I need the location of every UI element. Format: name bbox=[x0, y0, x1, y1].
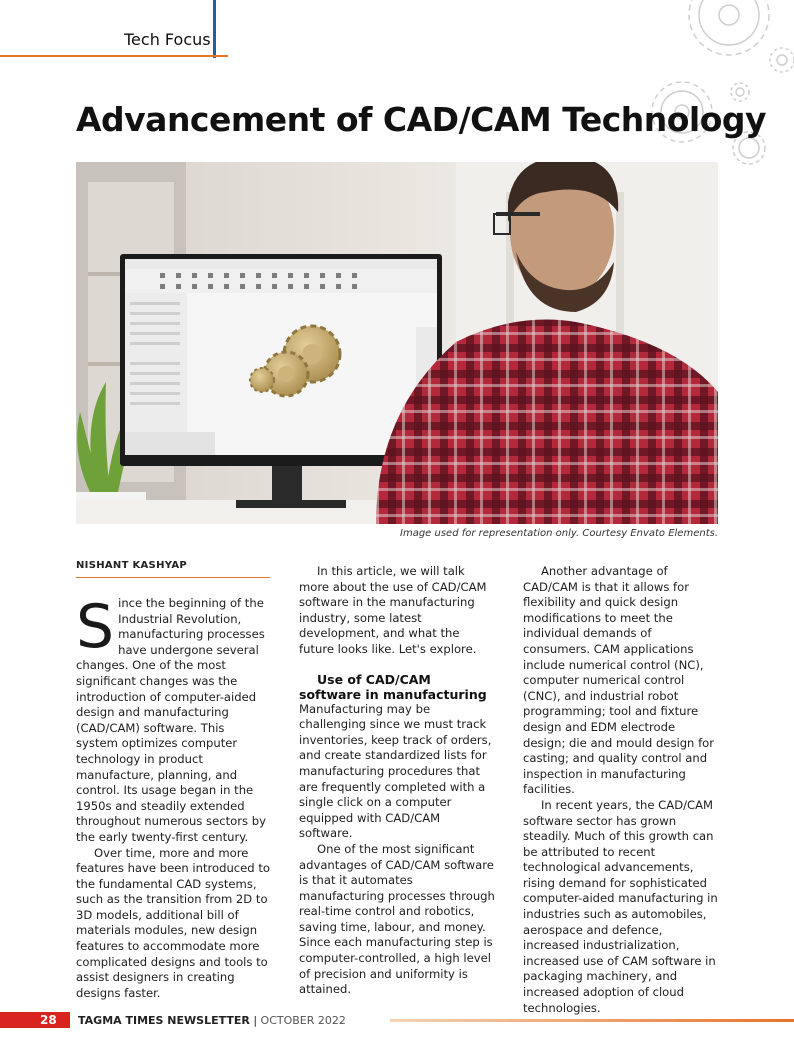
paragraph bbox=[76, 592, 270, 846]
gears-decoration-icon bbox=[634, 0, 794, 180]
paragraph: In recent years, the CAD/CAM software sector has grown steadily. Much of this growth can be attributed to recent technological advancements, rising demand for sophisticated computer-aided manufacturing in industries such as automobiles, aerospace and defence, increased industrialization, increased use of CAM software in packaging machinery, and increased adoption of cloud technologies. bbox=[523, 797, 718, 1015]
byline-underline bbox=[76, 577, 270, 578]
page-number-box bbox=[0, 1012, 70, 1028]
page-number: 28 bbox=[40, 1013, 57, 1027]
article-column-2 bbox=[299, 564, 495, 998]
hero-image bbox=[76, 162, 718, 524]
paragraph: In this article, we will talk more about the use of CAD/CAM software in the manufacturing industry, some latest development, and what the future looks like. Let's explore. bbox=[299, 564, 487, 656]
publication-name: TAGMA TIMES NEWSLETTER bbox=[78, 1014, 250, 1027]
image-caption: Image used for representation only. Courtesy Envato Elements. bbox=[400, 528, 718, 539]
article-column-1 bbox=[76, 592, 270, 1001]
author-byline: NISHANT KASHYAP bbox=[76, 560, 187, 571]
section-divider-vertical bbox=[213, 0, 216, 58]
article-column-3 bbox=[523, 564, 719, 1016]
footer-publication bbox=[78, 1014, 346, 1027]
section-divider-horizontal bbox=[0, 55, 228, 57]
paragraph: Another advantage of CAD/CAM is that it allows for flexibility and quick design modifications to meet the individual demands of consumers. CAM applications include numerical control (NC), computer numerical control (CNC), and industrial robot programming; tool and fixture design and EDM electrode design; die and mould design for casting; and quality control and inspection in manufacturing facilities. bbox=[523, 564, 715, 797]
footer-separator: | bbox=[249, 1014, 261, 1027]
drop-cap: S bbox=[76, 592, 115, 662]
article-title: Advancement of CAD/CAM Technology bbox=[76, 100, 767, 139]
section-subheading: Use of CAD/CAM software in manufacturing bbox=[299, 671, 487, 702]
section-label: Tech Focus bbox=[124, 30, 211, 49]
issue-date: OCTOBER 2022 bbox=[260, 1014, 346, 1027]
paragraph: Manufacturing may be challenging since we must track inventories, keep track of orders, and create standardized lists for manufacturing procedures that are frequently completed with a single click on a computer equipped with CAD/CAM software. bbox=[299, 701, 492, 841]
paragraph-text: ince the beginning of the Industrial Revolution, manufacturing processes have undergone several changes. One of the most significant changes was the introduction of computer-aided design and manufacturing (CAD/CAM) software. This system optimizes computer technology in product manufacture, planning, and control. Its usage began in the 1950s and steadily extended throughout numerous sectors by the early twenty-first century. bbox=[76, 596, 266, 844]
footer-rule bbox=[390, 1019, 794, 1022]
paragraph: One of the most significant advantages of CAD/CAM software is that it automates manufacturing processes through real-time control and robotics, saving time, labour, and money. Since each manufacturing step is computer-controlled, a high level of precision and uniformity is attained. bbox=[299, 841, 495, 997]
paragraph: Over time, more and more features have been introduced to the fundamental CAD systems, such as the transition from 2D to 3D models, additional bill of materials modules, new design features to accommodate more complicated designs and tools to assist designers in creating designs faster. bbox=[76, 845, 270, 1000]
